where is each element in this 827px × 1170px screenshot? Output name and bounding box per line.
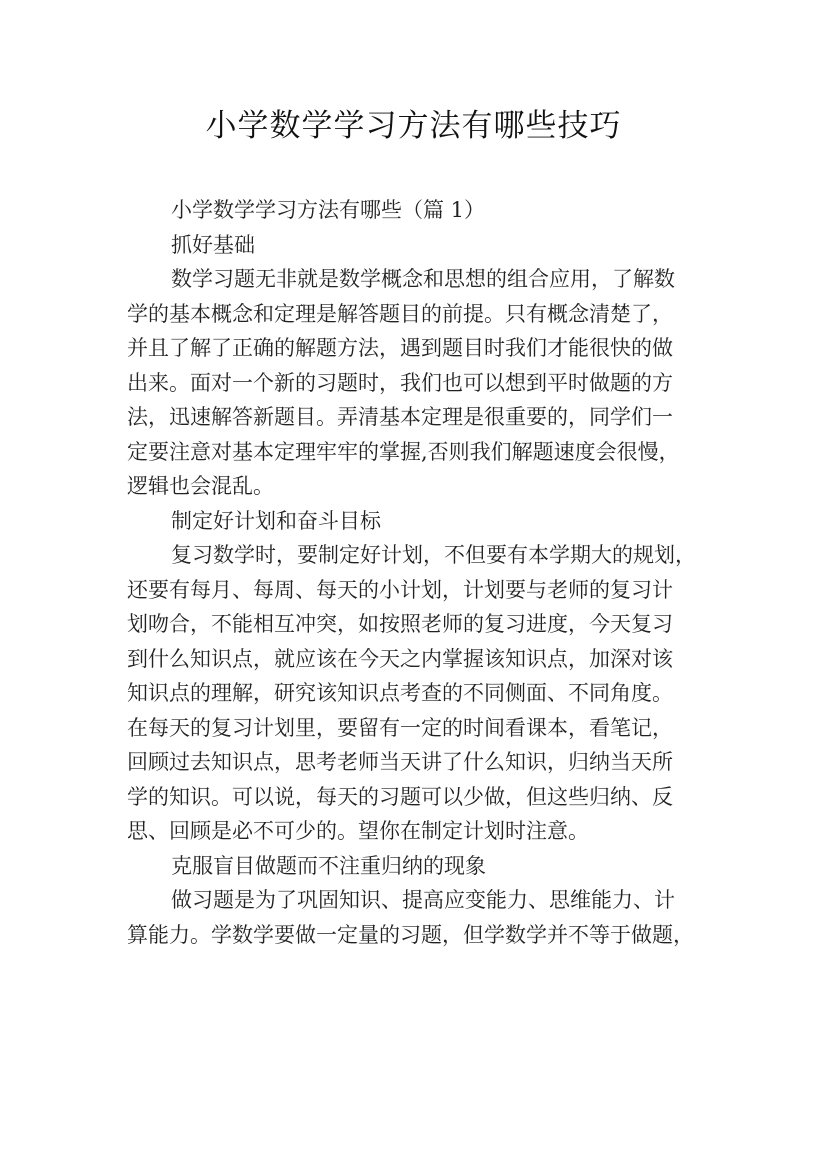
paragraph-line: 数学习题无非就是数学概念和思想的组合应用，了解数 <box>171 267 675 291</box>
paragraph-line: 逻辑也会混乱。 <box>127 474 274 498</box>
paragraph-line: 思、回顾是必不可少的。望你在制定计划时注意。 <box>127 819 589 843</box>
paragraph-line: 在每天的复习计划里，要留有一定的时间看课本，看笔记， <box>127 715 673 740</box>
document-title: 小学数学学习方法有哪些技巧 <box>205 108 622 144</box>
paragraph-line: 还要有每月、每周、每天的小计划，计划要与老师的复习计 <box>127 577 673 602</box>
section-heading: 小学数学学习方法有哪些（篇 1） <box>171 198 486 222</box>
paragraph-line: 学的知识。可以说，每天的习题可以少做，但这些归纳、反 <box>127 784 673 809</box>
paragraph-line: 复习数学时，要制定好计划，不但要有本学期大的规划， <box>171 543 696 567</box>
paragraph-line: 回顾过去知识点，思考老师当天讲了什么知识，归纳当天所 <box>127 750 673 774</box>
paragraph-line: 做习题是为了巩固知识、提高应变能力、思维能力、计 <box>171 888 675 912</box>
paragraph-line: 定要注意对基本定理牢牢的掌握,否则我们解题速度会很慢， <box>127 439 680 464</box>
paragraph-line: 法，迅速解答新题目。弄清基本定理是很重要的，同学们一 <box>127 405 673 429</box>
paragraph-line: 出来。面对一个新的习题时，我们也可以想到平时做题的方 <box>127 370 673 395</box>
paragraph-line: 知识点的理解，研究该知识点考查的不同侧面、不同角度。 <box>127 681 673 705</box>
paragraph-line: 划吻合，不能相互冲突，如按照老师的复习进度，今天复习 <box>127 612 673 636</box>
paragraph-line: 并且了解了正确的解题方法，遇到题目时我们才能很快的做 <box>127 336 673 360</box>
paragraph-line: 算能力。学数学要做一定量的习题，但学数学并不等于做题， <box>127 922 694 947</box>
paragraph-line: 学的基本概念和定理是解答题目的前提。只有概念清楚了， <box>127 301 673 326</box>
subheading: 抓好基础 <box>171 232 255 257</box>
subheading: 克服盲目做题而不注重归纳的现象 <box>171 853 486 878</box>
paragraph-line: 到什么知识点，就应该在今天之内掌握该知识点，加深对该 <box>127 646 673 671</box>
document-body <box>127 193 704 952</box>
subheading: 制定好计划和奋斗目标 <box>171 508 381 533</box>
